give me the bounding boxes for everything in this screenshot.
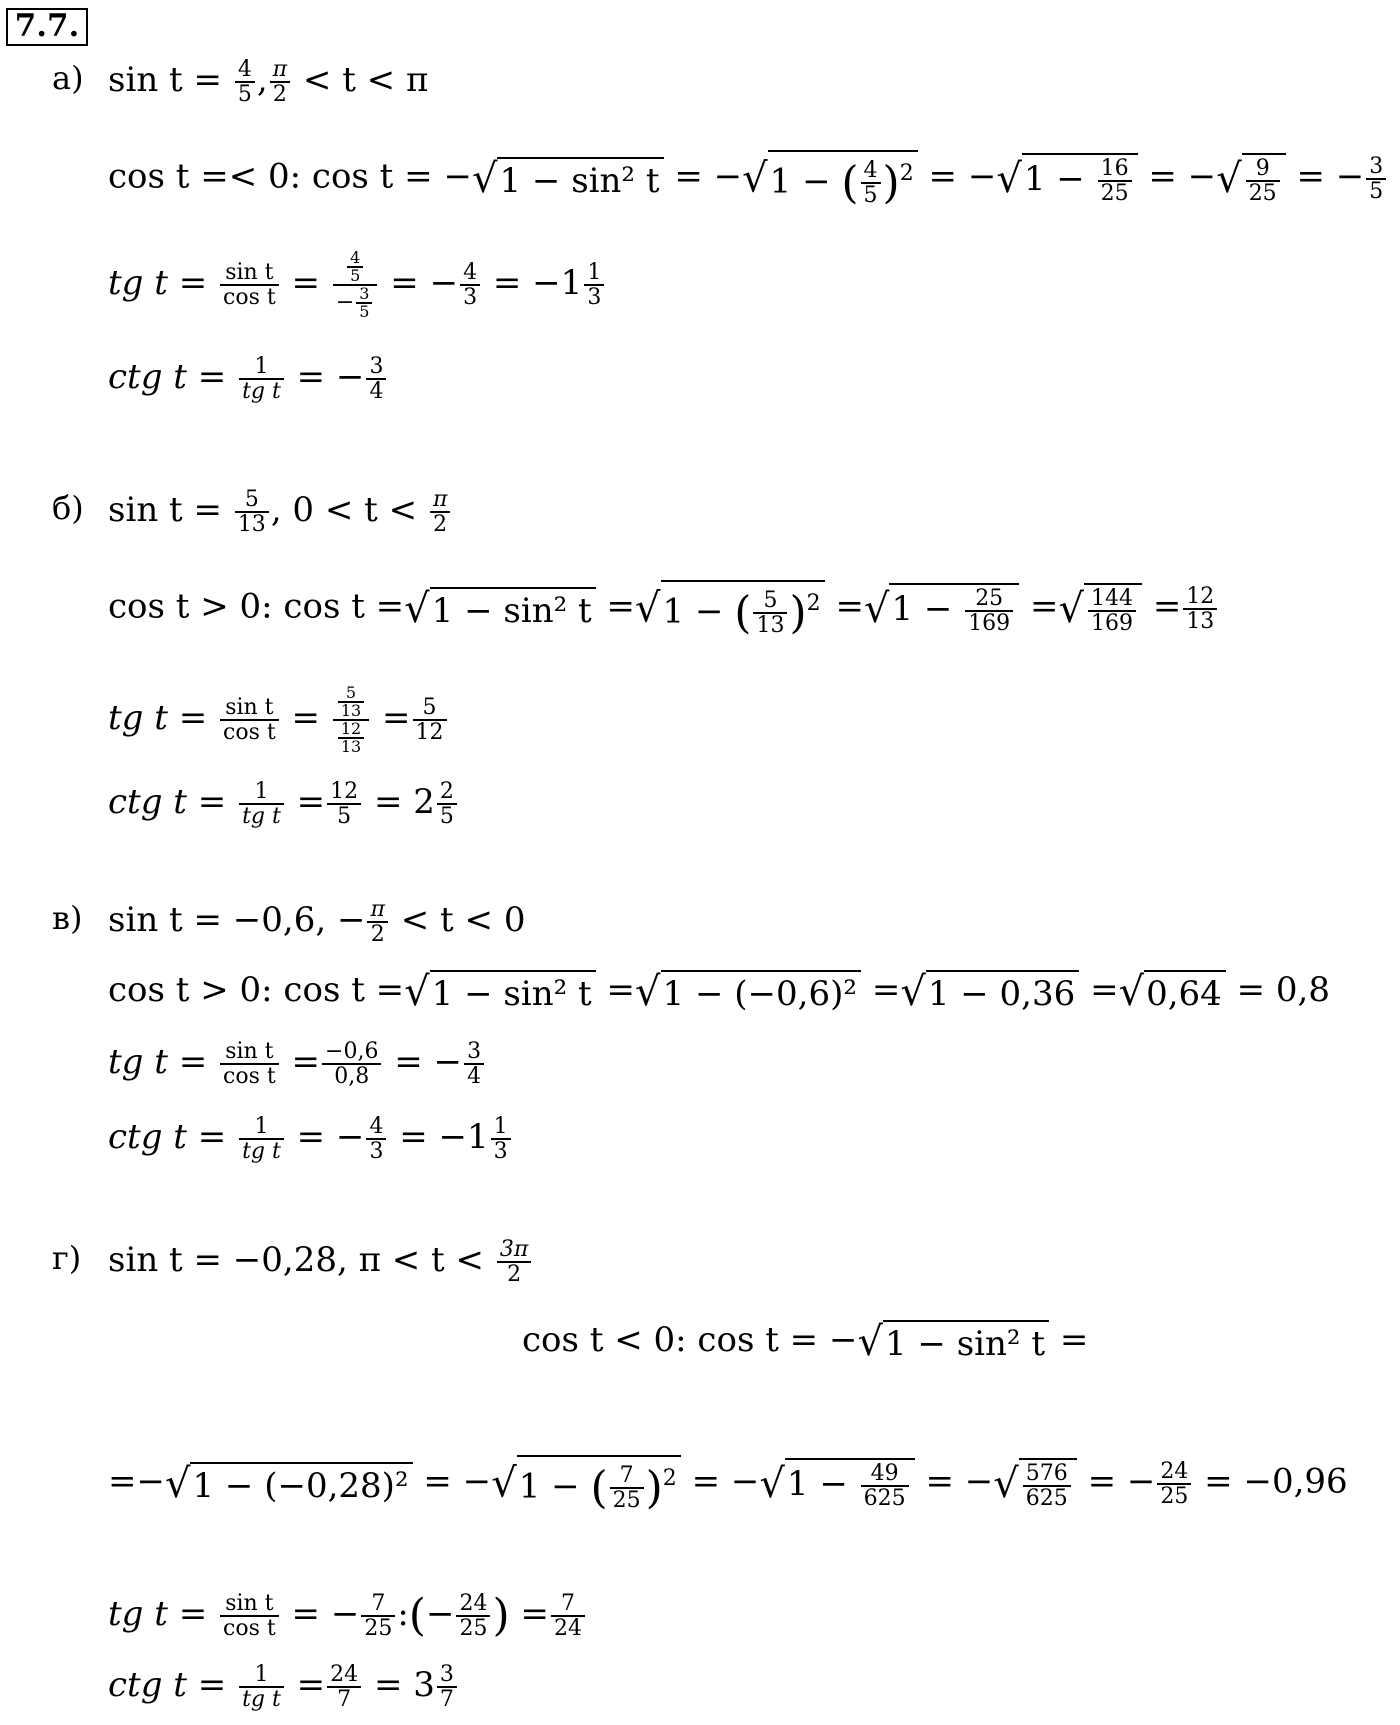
part-label-b: б) <box>52 489 84 527</box>
square-root: √1 − $\frac{16}{25}$ <box>996 153 1137 205</box>
part-label-v: в) <box>52 899 83 937</box>
part-b-ctg: ctg t = $\frac{1}{\text{tg t}}$ = $\frac{12}{5}$ = 2 $\frac{2}{5}$ <box>108 780 459 828</box>
compound-fraction: $\frac{4}{5}$ − $\frac{3}{5}$ <box>333 250 378 320</box>
problem-number: 7.7. <box>6 8 88 46</box>
part-v-ctg: ctg t = $\frac{1}{\text{tg t}}$ = − $\frac{4}{3}$ = −1 $\frac{1}{3}$ <box>108 1115 513 1163</box>
part-g-tg: tg t = $\frac{\text{sin t}}{\text{cos t}}$ = − $\frac{7}{25}$ :(− $\frac{24}{25}$ ) = $\frac{7}{24}$ <box>108 1592 587 1640</box>
part-b-tg: tg t = $\frac{\text{sin t}}{\text{cos t}}$ = $\frac{\frac{5}{13}}{\frac{12}{13}}$ = $\frac{5}{12}$ <box>108 685 449 755</box>
part-a-cos: cos t =< 0: cos t = −√1 − sin² t = −√1 − ( $\frac{4}{5}$ )$^2$ = −√1 − $\frac{16}{25}$ = −√ $\frac{9}{25}$ = − $\frac{3}{5}$ <box>108 150 1388 207</box>
fraction: $\frac{4}{5}$ <box>235 58 255 106</box>
part-v-cos: cos t > 0: cos t =√1 − sin² t =√1 − (−0,6)² =√1 − 0,36 =√0,64 = 0,8 <box>108 969 1330 1015</box>
fraction: $\frac{\pi}{2}$ <box>270 58 290 106</box>
part-label-a: а) <box>52 59 84 97</box>
part-v-tg: tg t = $\frac{\text{sin t}}{\text{cos t}}$ = $\frac{-0,6}{0,8}$ = − $\frac{3}{4}$ <box>108 1040 486 1088</box>
part-g-ctg: ctg t = $\frac{1}{\text{tg t}}$ = $\frac{24}{7}$ = 3 $\frac{3}{7}$ <box>108 1663 459 1711</box>
part-g-cos-line2: =−√1 − (−0,28)² = −√1 − ( $\frac{7}{25}$ )$^2$ = −√1 − $\frac{49}{625}$ = −√ $\frac{576}{625}$ = − $\frac{24}{25}$ = −0,96 <box>108 1455 1348 1512</box>
fraction: $\frac{\text{sin t}}{\text{cos t}}$ <box>220 261 279 309</box>
part-v-given: sin t = −0,6, − $\frac{\pi}{2}$ < t < 0 <box>108 897 526 947</box>
part-a-ctg: ctg t = $\frac{1}{\text{tg t}}$ = − $\frac{3}{4}$ <box>108 355 388 403</box>
square-root: √1 − ( $\frac{4}{5}$ )$^2$ <box>742 150 918 207</box>
part-a-tg: tg t = $\frac{\text{sin t}}{\text{cos t}}$ = $\frac{4}{5}$ − $\frac{3}{5}$ = − $\frac{4}{3}$ = −1 $\frac{1}{3}$ <box>108 250 606 320</box>
part-g-given: sin t = −0,28, π < t < $\frac{3\pi}{2}$ <box>108 1238 533 1286</box>
part-b-cos: cos t > 0: cos t =√1 − sin² t =√1 − ( $\frac{5}{13}$ )$^2$ =√1 − $\frac{25}{169}$ =√ $\frac{144}{169}$ = $\frac{12}{13}$ <box>108 580 1219 637</box>
square-root: √1 − sin² t <box>472 157 664 201</box>
square-root: √ $\frac{9}{25}$ <box>1216 153 1286 205</box>
part-a-given: sin t = $\frac{4}{5}$ , $\frac{\pi}{2}$ < t < π <box>108 57 429 107</box>
part-b-given: sin t = $\frac{5}{13}$ , 0 < t < $\frac{\pi}{2}$ <box>108 488 452 536</box>
part-label-g: г) <box>52 1239 82 1277</box>
part-g-cos-line1: cos t < 0: cos t = −√1 − sin² t = <box>522 1319 1089 1365</box>
